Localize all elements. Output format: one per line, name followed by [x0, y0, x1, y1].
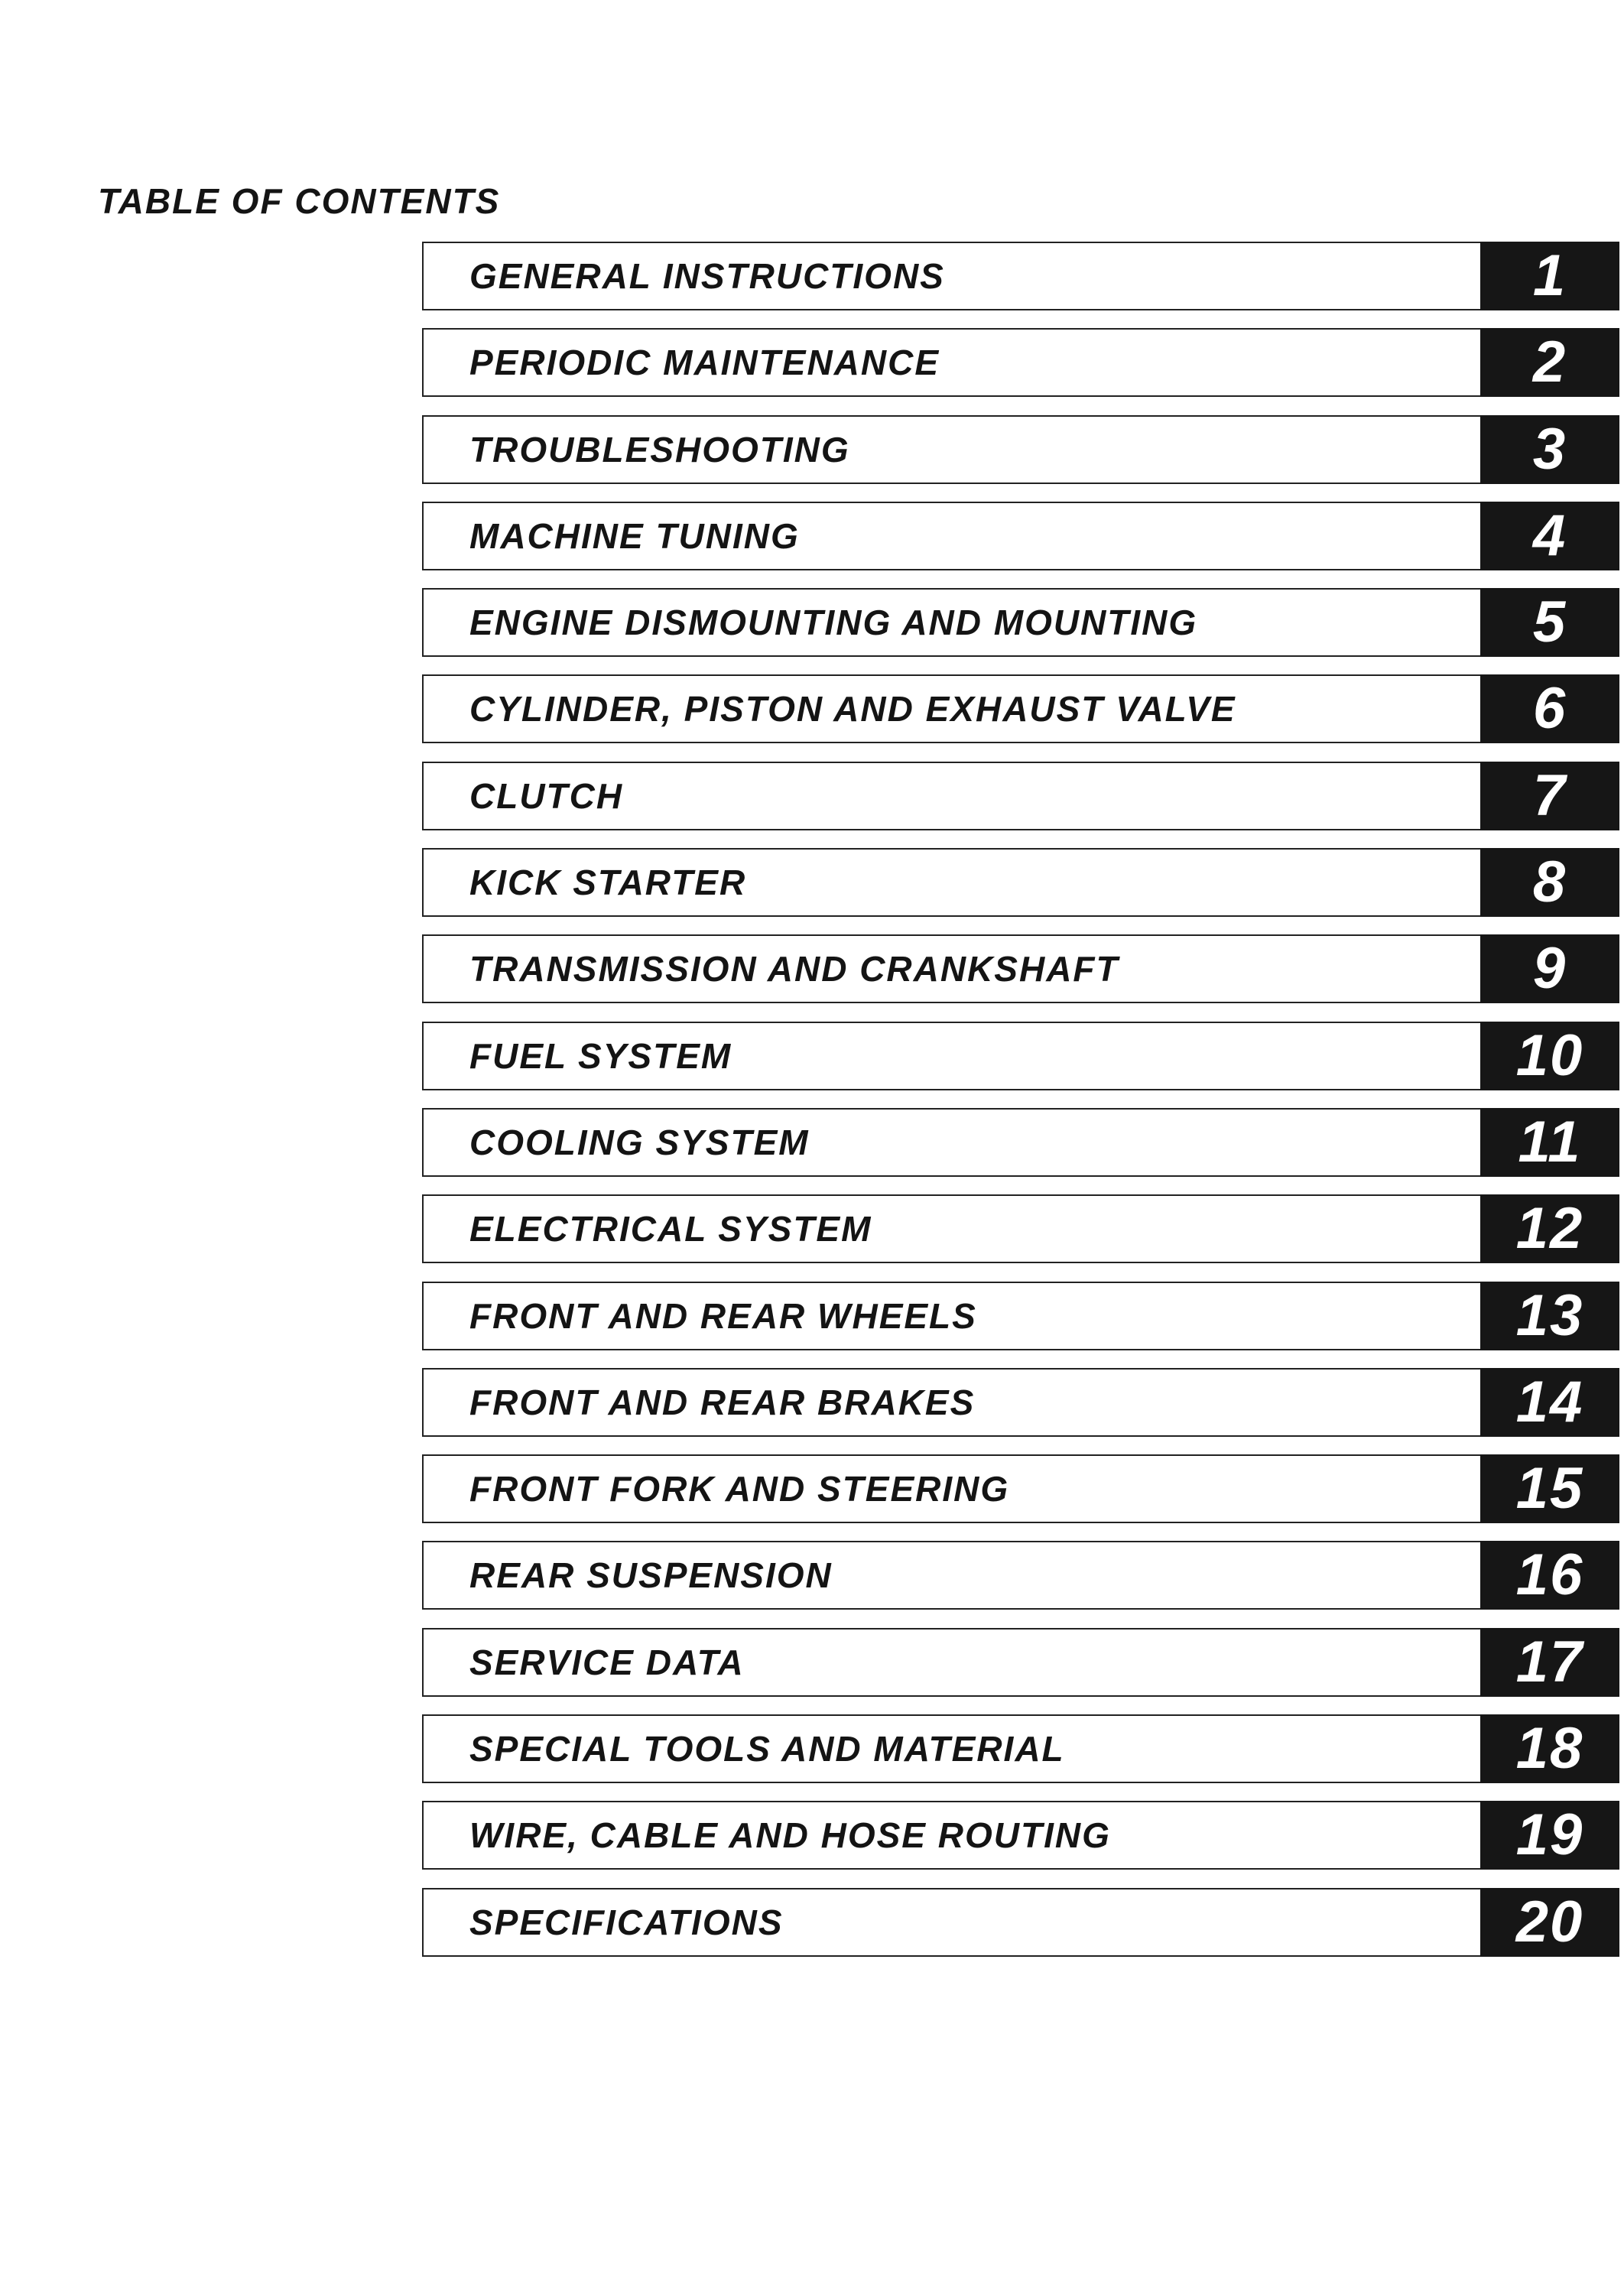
- toc-entry-5[interactable]: [422, 588, 1619, 657]
- section-number-tab[interactable]: 16: [1480, 1541, 1619, 1610]
- toc-entry-10[interactable]: [422, 1022, 1619, 1090]
- toc-entry-4[interactable]: [422, 502, 1619, 570]
- toc-entry-12[interactable]: [422, 1194, 1619, 1263]
- section-number-tab[interactable]: 2: [1480, 328, 1619, 397]
- section-number-tab[interactable]: 6: [1480, 674, 1619, 743]
- toc-entry-label[interactable]: TROUBLESHOOTING: [469, 429, 850, 470]
- section-number-tab[interactable]: 4: [1480, 502, 1619, 570]
- toc-entry-label[interactable]: PERIODIC MAINTENANCE: [469, 343, 940, 383]
- section-number-tab[interactable]: 1: [1480, 242, 1619, 310]
- section-number-tab[interactable]: 19: [1480, 1801, 1619, 1870]
- section-number-tab[interactable]: 15: [1480, 1454, 1619, 1523]
- toc-entry-label[interactable]: FRONT AND REAR BRAKES: [469, 1382, 976, 1422]
- toc-entry-label[interactable]: SPECIFICATIONS: [469, 1902, 784, 1942]
- toc-entry-label[interactable]: TRANSMISSION AND CRANKSHAFT: [469, 949, 1119, 989]
- toc-entry-label[interactable]: FUEL SYSTEM: [469, 1035, 732, 1076]
- toc-entry-14[interactable]: [422, 1368, 1619, 1437]
- toc-entry-16[interactable]: [422, 1541, 1619, 1610]
- toc-entry-label[interactable]: REAR SUSPENSION: [469, 1555, 833, 1596]
- toc-entry-label[interactable]: FRONT FORK AND STEERING: [469, 1469, 1010, 1509]
- toc-entry-8[interactable]: [422, 848, 1619, 917]
- toc-entry-20[interactable]: [422, 1888, 1619, 1957]
- toc-entry-label[interactable]: KICK STARTER: [469, 863, 747, 903]
- section-number-tab[interactable]: 13: [1480, 1282, 1619, 1350]
- toc-entry-2[interactable]: [422, 328, 1619, 397]
- toc-entry-label[interactable]: WIRE, CABLE AND HOSE ROUTING: [469, 1815, 1111, 1856]
- toc-entry-label[interactable]: ELECTRICAL SYSTEM: [469, 1209, 872, 1249]
- toc-entry-3[interactable]: [422, 415, 1619, 484]
- toc-entry-label[interactable]: CLUTCH: [469, 775, 624, 816]
- page-title: TABLE OF CONTENTS: [98, 181, 501, 221]
- toc-entry-1[interactable]: [422, 242, 1619, 310]
- section-number-tab[interactable]: 7: [1480, 762, 1619, 830]
- section-number-tab[interactable]: 11: [1480, 1108, 1619, 1177]
- table-of-contents: [422, 242, 1619, 1974]
- section-number-tab[interactable]: 8: [1480, 848, 1619, 917]
- toc-entry-label[interactable]: FRONT AND REAR WHEELS: [469, 1295, 977, 1336]
- toc-entry-18[interactable]: [422, 1714, 1619, 1783]
- toc-entry-6[interactable]: [422, 674, 1619, 743]
- toc-entry-label[interactable]: ENGINE DISMOUNTING AND MOUNTING: [469, 603, 1198, 643]
- section-number-tab[interactable]: 20: [1480, 1888, 1619, 1957]
- toc-entry-7[interactable]: [422, 762, 1619, 830]
- section-number-tab[interactable]: 18: [1480, 1714, 1619, 1783]
- toc-entry-label[interactable]: CYLINDER, PISTON AND EXHAUST VALVE: [469, 689, 1236, 729]
- toc-entry-17[interactable]: [422, 1628, 1619, 1697]
- toc-entry-label[interactable]: GENERAL INSTRUCTIONS: [469, 256, 945, 296]
- toc-entry-13[interactable]: [422, 1282, 1619, 1350]
- toc-entry-15[interactable]: [422, 1454, 1619, 1523]
- section-number-tab[interactable]: 14: [1480, 1368, 1619, 1437]
- section-number-tab[interactable]: 12: [1480, 1194, 1619, 1263]
- toc-entry-11[interactable]: [422, 1108, 1619, 1177]
- section-number-tab[interactable]: 17: [1480, 1628, 1619, 1697]
- toc-entry-19[interactable]: [422, 1801, 1619, 1870]
- toc-entry-label[interactable]: SERVICE DATA: [469, 1642, 745, 1682]
- toc-entry-label[interactable]: MACHINE TUNING: [469, 515, 800, 556]
- section-number-tab[interactable]: 3: [1480, 415, 1619, 484]
- toc-entry-label[interactable]: COOLING SYSTEM: [469, 1122, 810, 1162]
- section-number-tab[interactable]: 9: [1480, 934, 1619, 1003]
- toc-entry-label[interactable]: SPECIAL TOOLS AND MATERIAL: [469, 1729, 1065, 1769]
- section-number-tab[interactable]: 5: [1480, 588, 1619, 657]
- toc-entry-9[interactable]: [422, 934, 1619, 1003]
- section-number-tab[interactable]: 10: [1480, 1022, 1619, 1090]
